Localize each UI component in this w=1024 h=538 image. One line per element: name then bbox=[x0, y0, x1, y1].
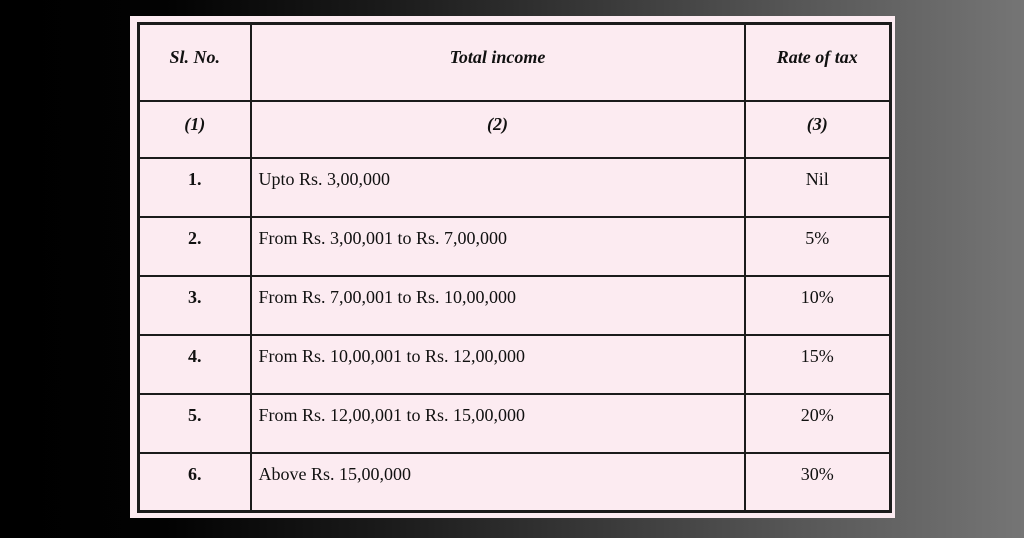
table-row bbox=[139, 394, 891, 453]
table-row bbox=[139, 158, 891, 217]
header-total-income: Total income bbox=[251, 24, 745, 101]
row-income-range: From Rs. 3,00,001 to Rs. 7,00,000 bbox=[251, 217, 745, 276]
row-sl-number: 2. bbox=[139, 217, 251, 276]
table-row bbox=[139, 453, 891, 512]
table-subheader-row bbox=[139, 101, 891, 158]
table-row bbox=[139, 335, 891, 394]
row-income-range: From Rs. 10,00,001 to Rs. 12,00,000 bbox=[251, 335, 745, 394]
row-income-range: Upto Rs. 3,00,000 bbox=[251, 158, 745, 217]
row-income-range: Above Rs. 15,00,000 bbox=[251, 453, 745, 512]
subheader-col2: (2) bbox=[251, 101, 745, 158]
tax-table-panel bbox=[130, 16, 895, 518]
header-sl-no: Sl. No. bbox=[139, 24, 251, 101]
subheader-col3: (3) bbox=[745, 101, 891, 158]
table-header-row bbox=[139, 24, 891, 101]
row-sl-number: 5. bbox=[139, 394, 251, 453]
subheader-col1: (1) bbox=[139, 101, 251, 158]
row-sl-number: 6. bbox=[139, 453, 251, 512]
header-rate-of-tax: Rate of tax bbox=[745, 24, 891, 101]
row-sl-number: 4. bbox=[139, 335, 251, 394]
table-row bbox=[139, 276, 891, 335]
row-sl-number: 3. bbox=[139, 276, 251, 335]
row-income-range: From Rs. 12,00,001 to Rs. 15,00,000 bbox=[251, 394, 745, 453]
row-tax-rate: 5% bbox=[745, 217, 891, 276]
row-income-range: From Rs. 7,00,001 to Rs. 10,00,000 bbox=[251, 276, 745, 335]
row-tax-rate: 10% bbox=[745, 276, 891, 335]
row-tax-rate: Nil bbox=[745, 158, 891, 217]
row-tax-rate: 30% bbox=[745, 453, 891, 512]
table-row bbox=[139, 217, 891, 276]
row-tax-rate: 15% bbox=[745, 335, 891, 394]
row-sl-number: 1. bbox=[139, 158, 251, 217]
row-tax-rate: 20% bbox=[745, 394, 891, 453]
income-tax-rate-table bbox=[137, 22, 892, 513]
